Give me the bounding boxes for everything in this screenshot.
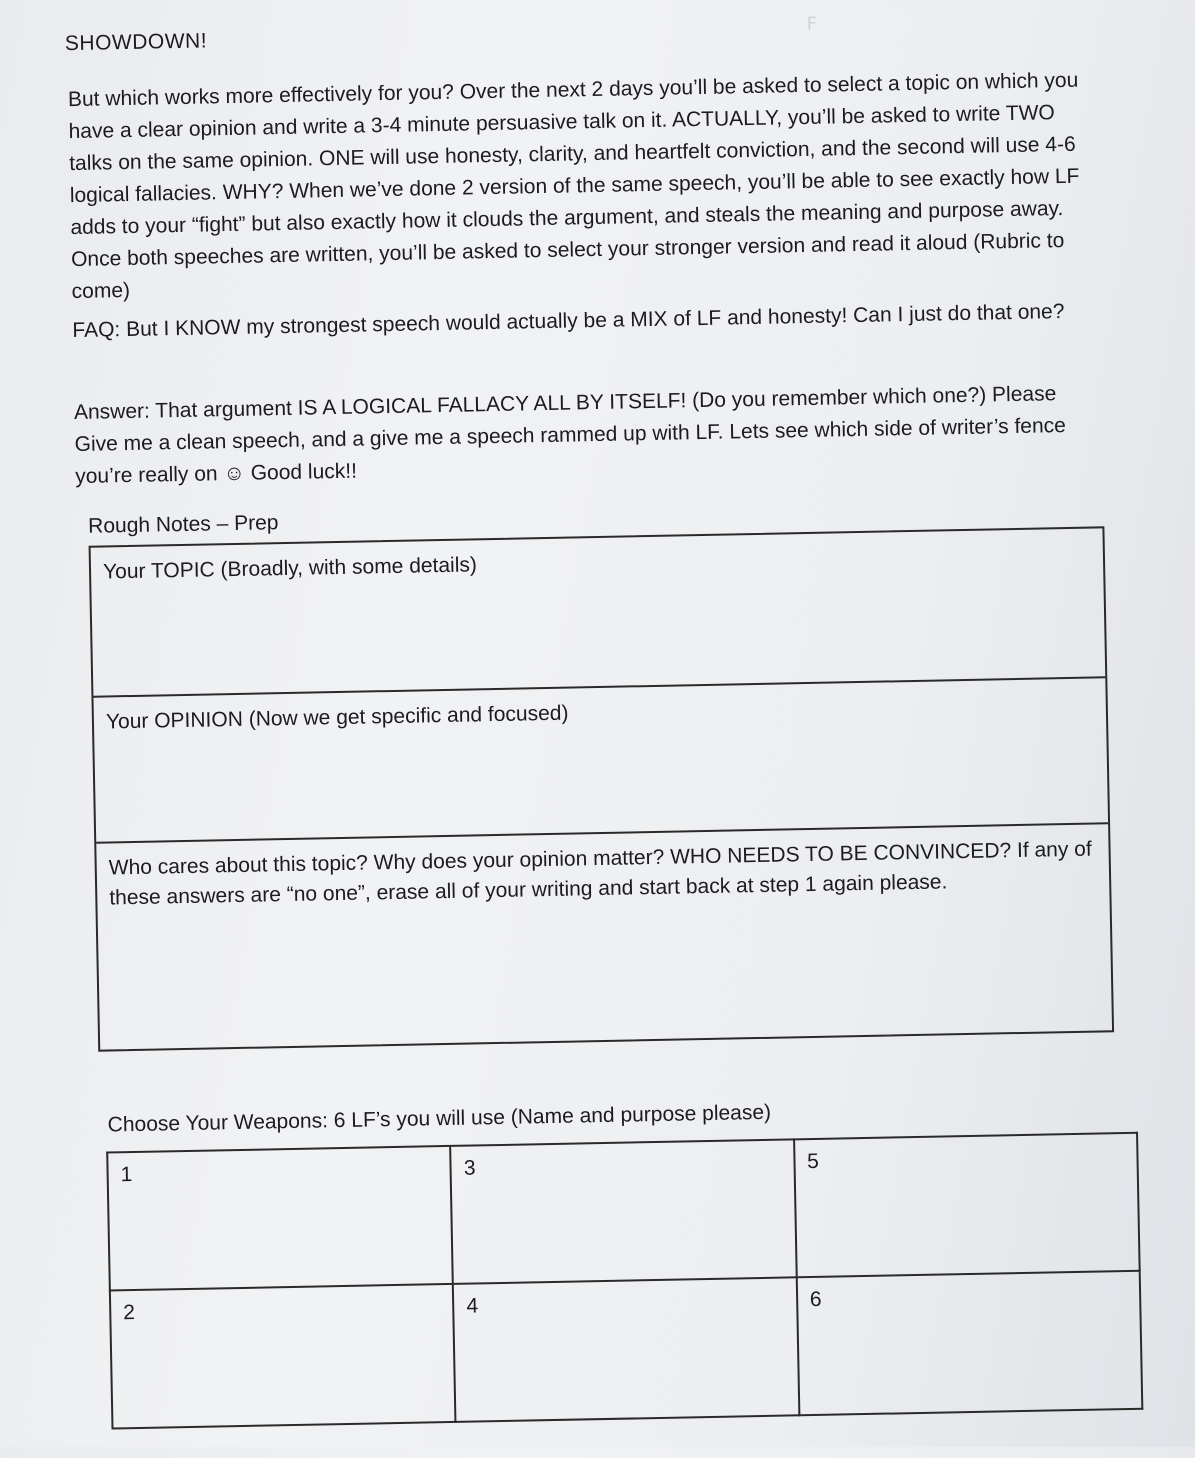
rough-notes-heading: Rough Notes – Prep — [87, 511, 279, 538]
weapon-cell-4[interactable] — [453, 1277, 799, 1422]
weapon-cell-2[interactable] — [110, 1284, 456, 1429]
opinion-label: Your OPINION (Now we get specific and focused) — [105, 701, 569, 734]
weapons-table — [106, 1132, 1143, 1430]
prep-table — [89, 526, 1115, 1051]
weapon-cell-3[interactable] — [450, 1139, 796, 1284]
faq-question: FAQ: But I KNOW my strongest speech would actually be a MIX of LF and honesty! Can I just do that one? — [72, 300, 1065, 343]
weapon-number-6: 6 — [809, 1287, 822, 1312]
weapon-cell-6[interactable] — [796, 1271, 1142, 1416]
topic-label: Your TOPIC (Broadly, with some details) — [102, 553, 478, 584]
weapon-number-2: 2 — [123, 1301, 136, 1325]
intro-paragraph: But which works more effectively for you? Over the next 2 days you’ll be asked to select a topic on which you have a clear opinion and write a 3-4 minute persuasive talk on it. ACTUALLY, you’ll be asked to write TWO talks on the same opinion. ONE will use honesty, clarity, and heartfelt conviction, and the second will use 4-6 logical fallacies. WHY? When we’ve done 2 version of the same speech, you’ll be able to see exactly how LF adds to your “fight” but also exactly how it clouds the argument, and steals the meaning and purpose away. Once both speeches are written, you’ll be asked to select your stronger version and read it aloud (Rubric to come) — [67, 68, 1080, 304]
weapon-number-3: 3 — [463, 1156, 476, 1180]
page-title: SHOWDOWN! — [64, 29, 208, 56]
weapon-number-4: 4 — [466, 1294, 479, 1318]
weapons-heading: Choose Your Weapons: 6 LF’s you will use (Name and purpose please) — [107, 1100, 772, 1137]
weapon-number-5: 5 — [806, 1149, 820, 1174]
audience-field[interactable] — [96, 824, 1112, 1049]
weapon-number-1: 1 — [120, 1163, 133, 1187]
faq-answer: Answer: That argument IS A LOGICAL FALLACY ALL BY ITSELF! (Do you remember which one?) Please Give me a clean speech, and a give me a speech rammed up with LF. Lets see which side of writer’s fence you’re really on ☺ Good luck!! — [73, 382, 1067, 489]
audience-label: Who cares about this topic? Why does your opinion matter? WHO NEEDS TO BE CONVINCED? If any of these answers are “no one”, erase all of your writing and start back at step 1 again please. — [108, 837, 1092, 910]
weapon-cell-1[interactable] — [107, 1146, 453, 1291]
bleed-through-text: ꟻ — [806, 13, 818, 34]
weapon-cell-5[interactable] — [794, 1133, 1140, 1278]
opinion-field[interactable] — [93, 678, 1108, 843]
topic-field[interactable] — [91, 528, 1106, 697]
